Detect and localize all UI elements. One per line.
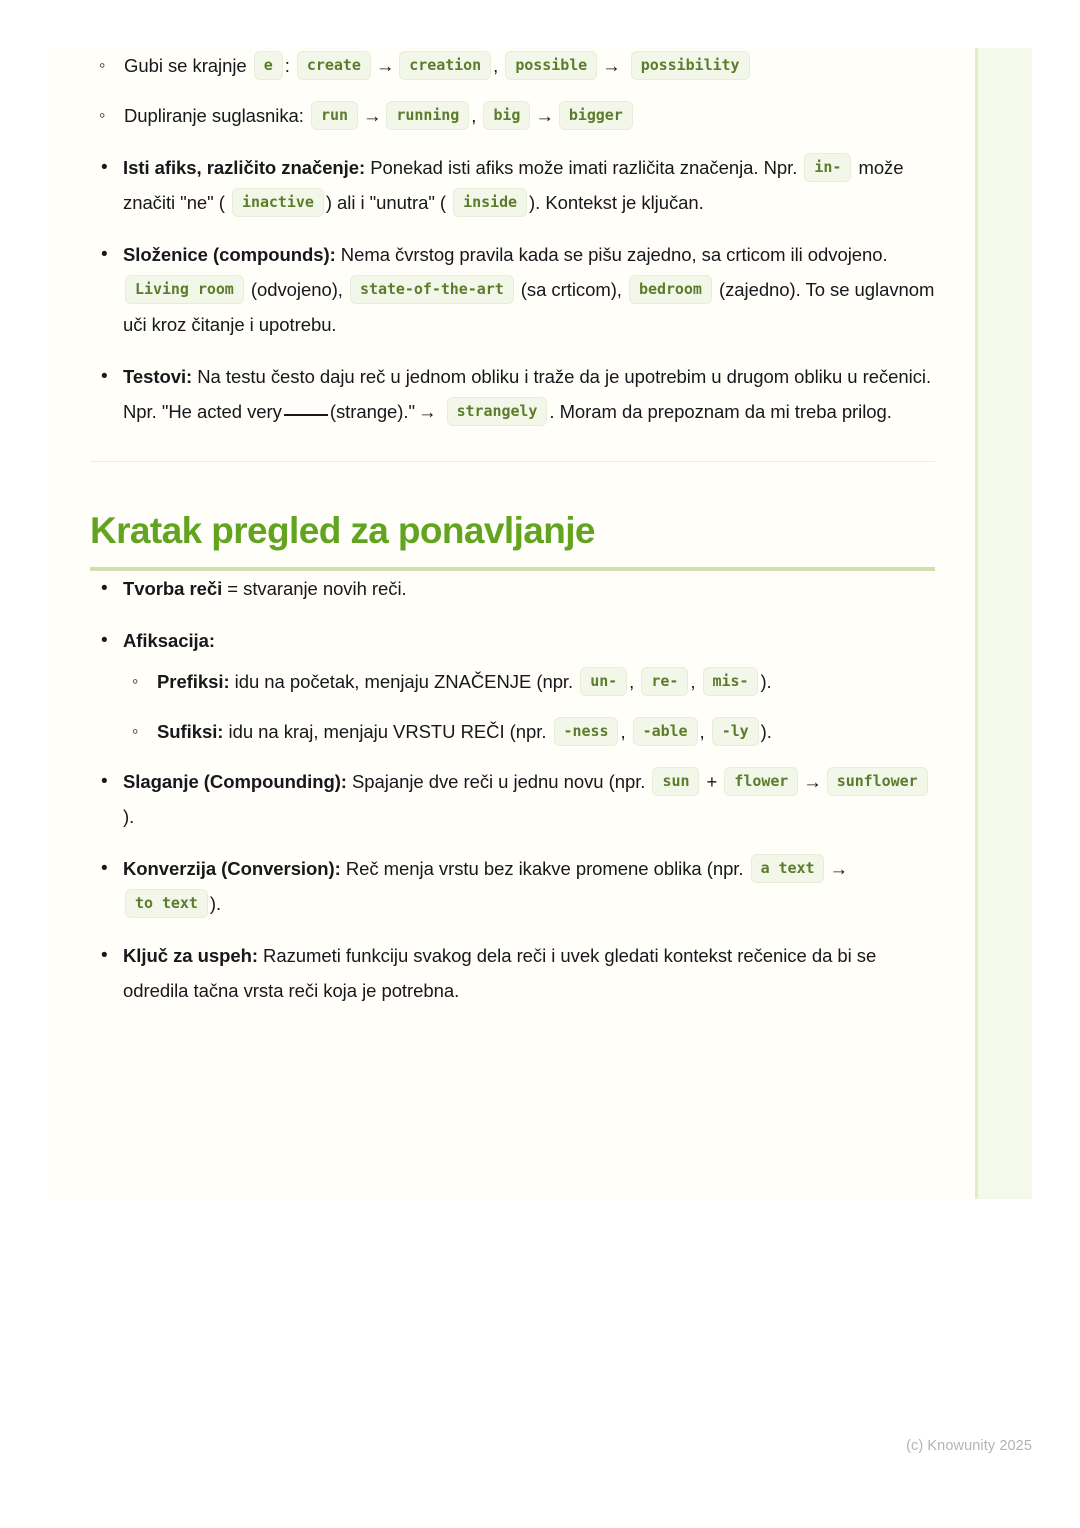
list-item [90,623,935,749]
sub-bullet-text: idu na početak, menjaju ZNAČENJE (npr. [234,671,574,692]
document-content [48,48,975,1199]
arrow-icon: → [829,858,848,879]
comma-glyph: , [690,671,696,692]
code-chip-running: running [386,101,469,130]
arrow-icon: → [375,55,395,76]
continued-sub-list [90,48,935,133]
code-chip-state-of-the-art: state-of-the-art [350,275,514,304]
bullet-text: Ponekad isti afiks može imati različita značenja. Npr. [370,157,798,178]
code-chip-in-prefix: in- [804,153,851,182]
list-item [123,714,935,749]
code-chip-creation: creation [399,51,491,80]
list-item [90,938,935,1008]
bullet-text: ). [209,893,222,914]
code-chip-bigger: bigger [559,101,633,130]
bullet-bold-label: Afiksacija: [123,630,215,651]
code-chip-ness-suffix: -ness [554,717,619,746]
code-chip-mis-prefix: mis- [703,667,759,696]
comma-glyph: , [493,55,499,76]
colon-glyph: : [284,55,290,76]
code-chip-sunflower: sunflower [827,767,928,796]
arrow-icon: → [362,105,382,126]
bullet-bold-label: Testovi: [123,366,193,387]
arrow-icon: → [602,55,621,76]
bullet-bold-label: Tvorba reči [123,578,223,599]
bullet-bold-label: Ključ za uspeh: [123,945,258,966]
code-chip-inside: inside [453,188,527,217]
code-chip-a-text: a text [751,854,825,883]
bullet-text: ). Kontekst je ključan. [529,192,704,213]
bullet-text: Razumeti funkciju svakog dela reči i uvek gledati kontekst rečenice da bi se odredila tačna vrsta reči koja je potrebna. [123,945,877,1001]
code-chip-to-text: to text [125,889,208,918]
comma-glyph: , [699,721,705,742]
bullet-text: Spajanje dve reči u jednu novu (npr. [352,771,646,792]
bullet-bold-label: Složenice (compounds): [123,244,336,265]
bullet-text: Na testu često daju reč u jednom obliku i traže da je upotrebim u drugom obliku u rečenici. Npr. "He acted very [123,366,932,422]
bullet-text: = stvaranje novih reči. [227,578,407,599]
list-item [90,98,935,133]
fill-in-blank [284,414,328,416]
bullet-text: (zajedno). To se uglavnom uči kroz čitanje i upotrebu. [123,279,935,335]
code-chip-create: create [297,51,371,80]
arrow-icon: → [535,105,554,126]
code-chip-re-prefix: re- [641,667,688,696]
bullet-text: (strange)." [329,401,416,422]
comma-glyph: , [629,671,635,692]
section-divider-top [90,461,935,462]
list-item [90,150,935,220]
bullet-bold-label: Konverzija (Conversion): [123,858,341,879]
bullet-text: Reč menja vrstu bez ikakve promene oblika (npr. [345,858,744,879]
bullet-text: ) ali i "unutra" ( [325,192,447,213]
bullet-text: . Moram da prepoznam da mi treba prilog. [549,401,892,422]
code-chip-ly-suffix: -ly [712,717,759,746]
bullet-text: ). [123,806,135,827]
arrow-icon: → [418,401,437,422]
bullet-bold-label: Slaganje (Compounding): [123,771,347,792]
code-chip-flower: flower [724,767,798,796]
code-chip-inactive: inactive [232,188,324,217]
bullet-text: Nema čvrstog pravila kada se pišu zajedno, sa crticom ili odvojeno. [340,244,888,265]
code-chip-big: big [483,101,530,130]
plus-glyph: + [706,771,718,792]
code-chip-run: run [311,101,358,130]
review-bullet-list [90,571,935,1008]
code-chip-able-suffix: -able [633,717,698,746]
page-title: Kratak pregled za ponavljanje [90,510,595,551]
page-sheet [48,48,1032,1199]
list-item [90,359,935,429]
footer-credit: (c) Knowunity 2025 [906,1438,1032,1454]
list-item [90,48,935,83]
bullet-text: može značiti "ne" ( [123,157,904,213]
list-item [90,237,935,342]
comma-glyph: , [471,105,477,126]
sub-bullet-bold-label: Sufiksi: [157,721,224,742]
sub-bullet-bold-label: Prefiksi: [157,671,230,692]
top-bullet-list [90,150,935,429]
bullet-text: (sa crticom), [520,279,622,300]
list-item [90,571,935,606]
code-chip-un-prefix: un- [580,667,627,696]
list-item [90,851,935,921]
code-chip-strangely: strangely [447,397,548,426]
bullet-text: (odvojeno), [250,279,343,300]
list-item [90,764,935,834]
list-item [123,664,935,699]
code-chip-bedroom: bedroom [629,275,712,304]
code-chip-living-room: Living room [125,275,244,304]
comma-glyph: , [620,721,626,742]
bullet-bold-label: Isti afiks, različito značenje: [123,157,366,178]
code-chip-sun: sun [652,767,699,796]
code-chip-e: e [254,51,283,80]
page-side-rail [975,48,1032,1199]
sub-bullet-label: Dupliranje suglasnika: [124,105,304,126]
code-chip-possibility: possibility [631,51,750,80]
code-chip-possible: possible [505,51,597,80]
sub-bullet-text: idu na kraj, menjaju VRSTU REČI (npr. [228,721,547,742]
sub-bullet-text: ). [760,671,772,692]
arrow-icon: → [803,771,822,792]
sub-bullet-lead: Gubi se krajnje [124,55,247,76]
sub-bullet-text: ). [760,721,772,742]
affixation-sub-list [123,664,935,749]
